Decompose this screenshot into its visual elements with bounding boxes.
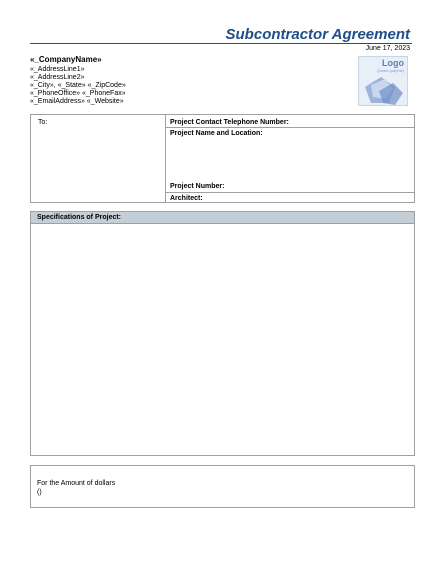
row-divider bbox=[166, 192, 414, 193]
project-info-box bbox=[30, 114, 415, 203]
document-title: Subcontractor Agreement bbox=[225, 26, 410, 43]
architect-label: Architect: bbox=[170, 195, 203, 202]
address-line1: «_AddressLine1» bbox=[30, 66, 85, 73]
amount-line1: For the Amount of dollars bbox=[37, 480, 116, 487]
name-location-label: Project Name and Location: bbox=[170, 130, 263, 137]
row-divider bbox=[166, 127, 414, 128]
project-number-label: Project Number: bbox=[170, 183, 225, 190]
logo-title: Logo bbox=[382, 58, 404, 68]
amount-text bbox=[37, 479, 115, 497]
company-name: «_CompanyName» bbox=[30, 55, 102, 64]
title-rule bbox=[30, 43, 412, 44]
company-block bbox=[30, 56, 126, 106]
amount-box[interactable] bbox=[30, 465, 415, 508]
to-label: To: bbox=[38, 119, 48, 126]
address-line2: «_AddressLine2» bbox=[30, 74, 85, 81]
to-column[interactable] bbox=[31, 115, 166, 202]
logo-placeholder bbox=[358, 56, 408, 106]
phone-office-fax: «_PhoneOffice» «_PhoneFax» bbox=[30, 90, 126, 97]
specifications-box[interactable] bbox=[30, 211, 415, 456]
amount-line2: () bbox=[37, 489, 42, 496]
logo-subtitle: (insert graphic) bbox=[377, 68, 404, 73]
contact-phone-label: Project Contact Telephone Number: bbox=[170, 119, 289, 126]
document-date: June 17, 2023 bbox=[365, 45, 410, 52]
specifications-header: Specifications of Project: bbox=[31, 212, 414, 224]
email-website: «_EmailAddress» «_Website» bbox=[30, 98, 124, 105]
city-state-zip: «_City», «_State» «_ZipCode» bbox=[30, 82, 126, 89]
